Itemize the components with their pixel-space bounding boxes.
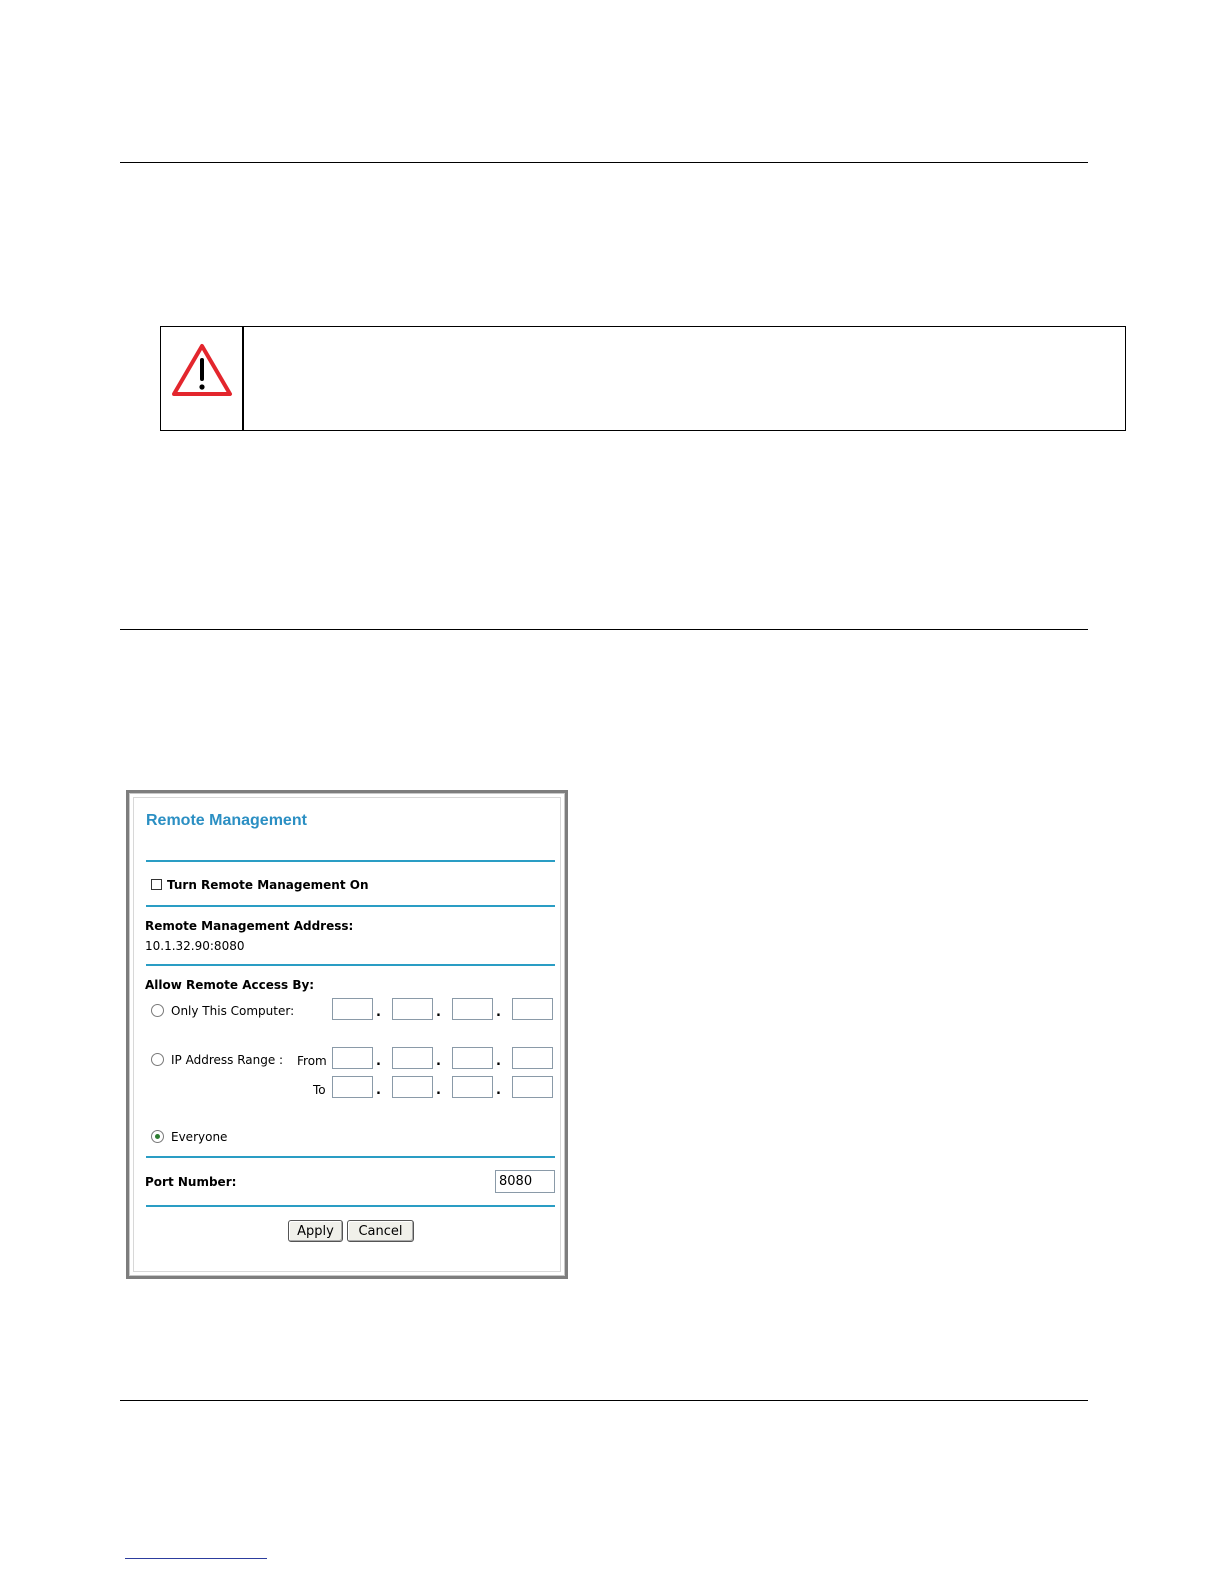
divider bbox=[146, 860, 555, 862]
port-number-input[interactable]: 8080 bbox=[495, 1170, 555, 1193]
range-to-octet-2[interactable] bbox=[392, 1076, 433, 1098]
divider bbox=[146, 1156, 555, 1158]
warning-callout bbox=[160, 326, 1126, 431]
turn-remote-management-checkbox[interactable] bbox=[151, 879, 162, 890]
ip-separator: . bbox=[376, 1005, 381, 1020]
ip-separator: . bbox=[376, 1054, 381, 1069]
range-to-octet-1[interactable] bbox=[332, 1076, 373, 1098]
range-to-octet-3[interactable] bbox=[452, 1076, 493, 1098]
only-computer-ip-octet-4[interactable] bbox=[512, 998, 553, 1020]
bottom-rule bbox=[120, 1400, 1088, 1401]
divider bbox=[146, 964, 555, 966]
to-label: To bbox=[313, 1083, 326, 1097]
footer-link-underline bbox=[125, 1558, 267, 1559]
from-label: From bbox=[297, 1054, 327, 1068]
range-from-octet-3[interactable] bbox=[452, 1047, 493, 1069]
only-computer-ip-octet-3[interactable] bbox=[452, 998, 493, 1020]
page-title: Remote Management bbox=[146, 812, 307, 829]
ip-address-range-label: IP Address Range : bbox=[171, 1053, 284, 1067]
turn-remote-management-label: Turn Remote Management On bbox=[167, 878, 369, 892]
ip-separator: . bbox=[436, 1083, 441, 1098]
remote-management-screenshot bbox=[126, 790, 568, 1279]
range-from-octet-1[interactable] bbox=[332, 1047, 373, 1069]
ip-separator: . bbox=[496, 1054, 501, 1069]
warning-icon bbox=[171, 343, 233, 397]
divider bbox=[146, 905, 555, 907]
warning-text-cell bbox=[244, 327, 1125, 430]
warning-icon-cell bbox=[161, 327, 244, 430]
remote-management-address-value: 10.1.32.90:8080 bbox=[145, 939, 245, 953]
ip-separator: . bbox=[436, 1005, 441, 1020]
ip-address-range-radio[interactable] bbox=[151, 1053, 164, 1066]
only-computer-ip-octet-2[interactable] bbox=[392, 998, 433, 1020]
ip-separator: . bbox=[496, 1083, 501, 1098]
ip-separator: . bbox=[376, 1083, 381, 1098]
range-from-octet-4[interactable] bbox=[512, 1047, 553, 1069]
range-to-octet-4[interactable] bbox=[512, 1076, 553, 1098]
range-from-octet-2[interactable] bbox=[392, 1047, 433, 1069]
divider bbox=[146, 1205, 555, 1207]
cancel-button[interactable]: Cancel bbox=[347, 1220, 414, 1242]
ip-separator: . bbox=[436, 1054, 441, 1069]
section-rule bbox=[120, 629, 1088, 630]
port-number-label: Port Number: bbox=[145, 1175, 237, 1189]
everyone-label: Everyone bbox=[171, 1130, 228, 1144]
only-this-computer-radio[interactable] bbox=[151, 1004, 164, 1017]
ip-separator: . bbox=[496, 1005, 501, 1020]
everyone-radio[interactable] bbox=[151, 1130, 164, 1143]
remote-management-panel bbox=[133, 797, 561, 1272]
top-rule bbox=[120, 162, 1088, 163]
allow-remote-access-label: Allow Remote Access By: bbox=[145, 978, 315, 992]
only-this-computer-label: Only This Computer: bbox=[171, 1004, 295, 1018]
apply-button[interactable]: Apply bbox=[288, 1220, 343, 1242]
only-computer-ip-octet-1[interactable] bbox=[332, 998, 373, 1020]
remote-management-address-label: Remote Management Address: bbox=[145, 919, 354, 933]
